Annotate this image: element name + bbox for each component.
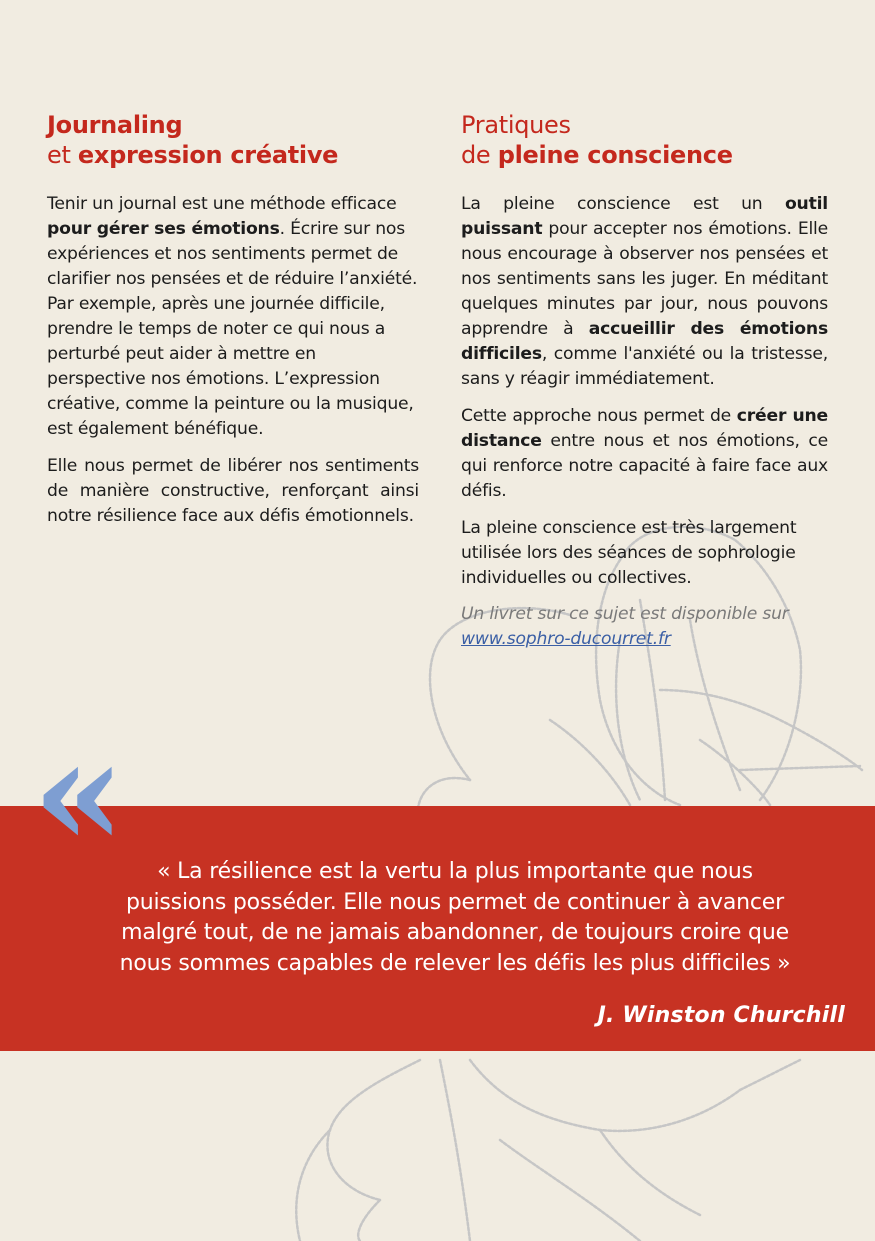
quote-text [40, 857, 870, 979]
journaling-paragraph-2: Elle nous permet de libérer nos sentiments de manière constructive, renforçant ainsi notre résilience face aux défis émotionnels. [47, 456, 419, 526]
journaling-paragraph-1: Tenir un journal est une méthode efficace pour gérer ses émotions. Écrire sur nos expériences et nos sentiments permet de clarifier nos pensées et de réduire l’anxiété. Par exemple, après une journée difficile, prendre le temps de noter ce qui nous a perturbé peut aider à mettre en perspective nos émotions. L’expression créative, comme la peinture ou la musique, est également bénéfique. [47, 194, 418, 439]
booklet-note-text: Un livret sur ce sujet est disponible sur [461, 604, 789, 624]
journaling-section [47, 110, 419, 541]
title-line-2-prefix: de [461, 141, 498, 169]
quote-line-3: malgré tout, de ne jamais abandonner, de toujours croire que [121, 920, 789, 945]
title-line-1: Pratiques [461, 111, 571, 139]
title-line-1: Journaling [47, 111, 183, 139]
title-line-2-bold: expression créative [77, 141, 339, 169]
journaling-title [47, 110, 419, 170]
quote-mark-icon: « [32, 705, 126, 881]
quote-line-4: nous sommes capables de relever les défis les plus difficiles » [119, 950, 791, 976]
mindfulness-section [461, 110, 828, 664]
mindfulness-title [461, 110, 828, 170]
mindfulness-paragraph-3: La pleine conscience est très largement utilisée lors des séances de sophrologie individuelles ou collectives. [461, 518, 797, 588]
title-line-2-bold: pleine conscience [497, 141, 733, 169]
mindfulness-paragraph-2: Cette approche nous permet de créer une distance entre nous et nos émotions, ce qui renforce notre capacité à faire face aux défis. [461, 406, 828, 501]
quote-line-2: puissions posséder. Elle nous permet de continuer à avancer [126, 889, 784, 915]
website-link[interactable]: www.sophro-ducourret.fr [461, 629, 671, 649]
quote-author: J. Winston Churchill [597, 1003, 845, 1028]
mindfulness-paragraph-1: La pleine conscience est un outil puissant pour accepter nos émotions. Elle nous encourage à observer nos pensées et nos sentiments sans les juger. En méditant quelques minutes par jour, nous pouvons apprendre à accueillir des émotions difficiles, comme l'anxiété ou la tristesse, sans y réagir immédiatement. [461, 194, 828, 389]
quote-line-1: « La résilience est la vertu la plus importante que nous [157, 859, 753, 884]
title-line-2-prefix: et [47, 141, 78, 169]
booklet-note [461, 602, 828, 652]
